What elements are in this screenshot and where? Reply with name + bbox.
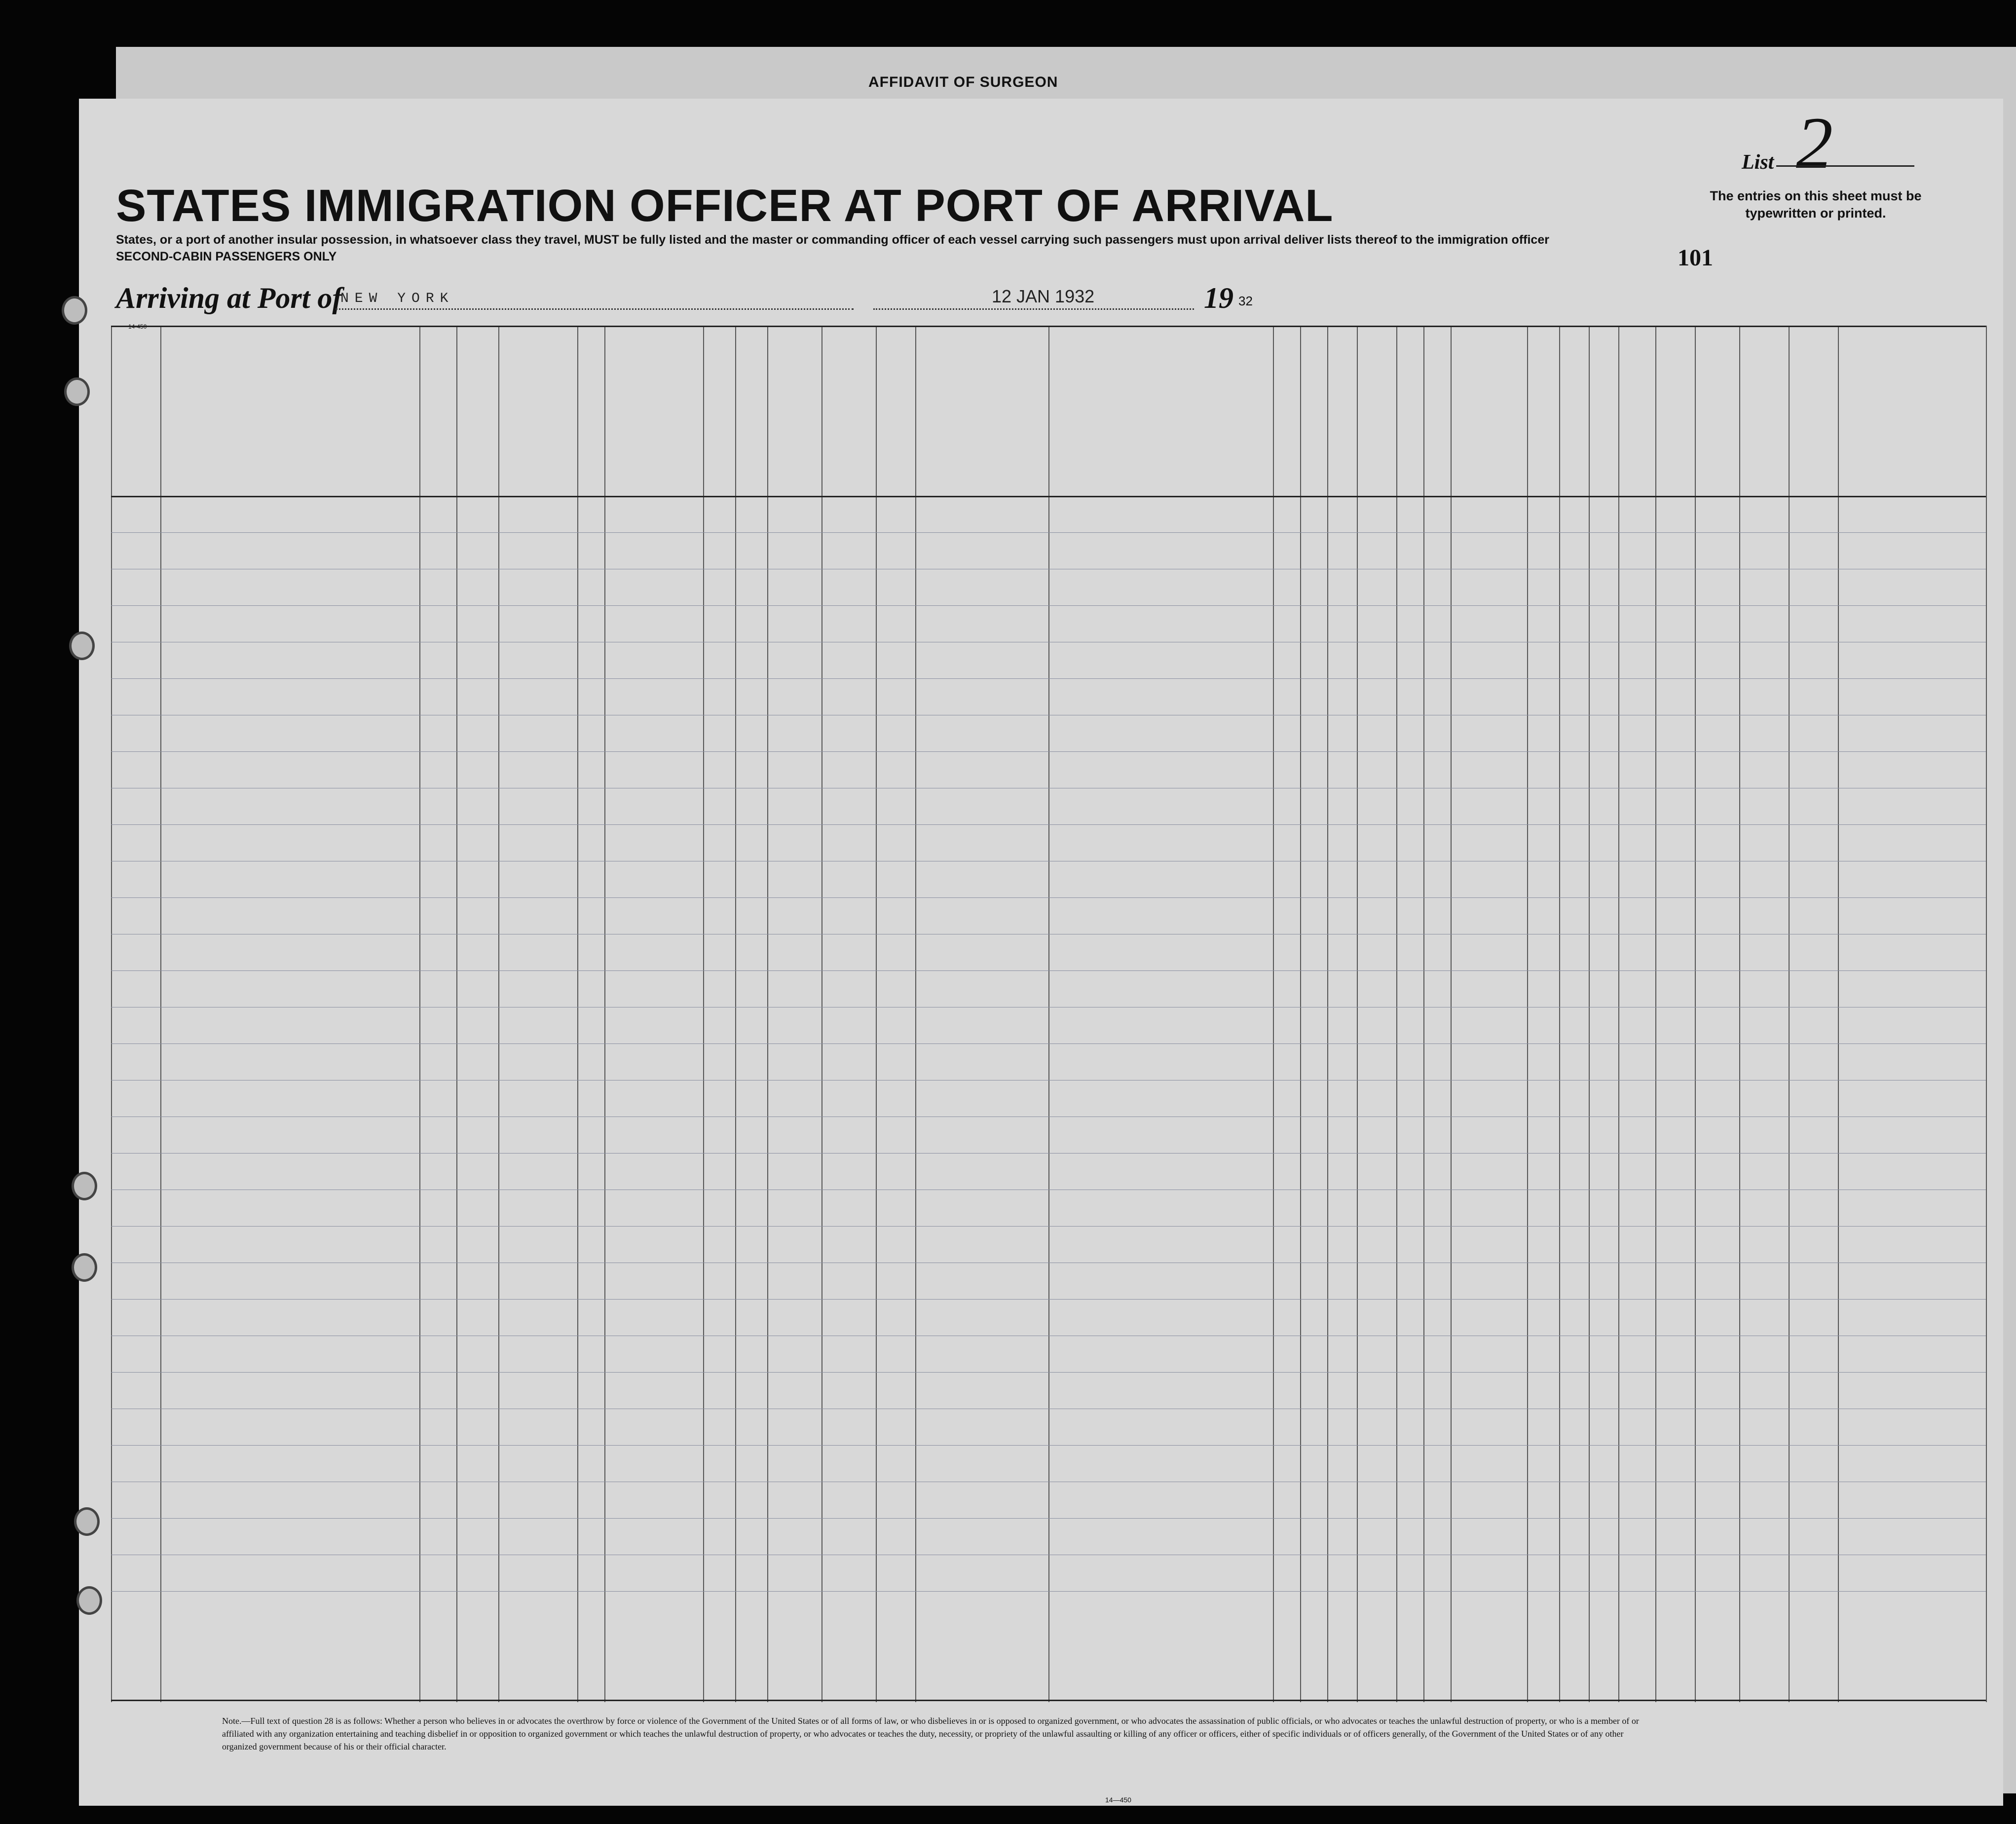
binder-hole-icon xyxy=(72,1253,97,1282)
row-rule xyxy=(111,1299,1986,1300)
row-rule xyxy=(111,532,1986,533)
binder-hole-icon xyxy=(62,296,87,325)
footnote-question-28: Note.—Full text of question 28 is as follows: Whether a person who believes in or advocates the overthrow by force or violence of the Government of the United States or of all forms of law, or who disbelieves in or is opposed to organized government, or who advocates the assassination of public officials, or who advocates or teaches the unlawful destruction of property, or who is a member of or affiliated with any organization entertaining and teaching disbelief in or opposition to organized government or which teaches the unlawful destruction of property, or who advocates or teaches the duty, necessity, or propriety of the unlawful assaulting or killing of any officer or officers, either of specific individuals or of officers generally, of the Government of the United States or of any other organized government because of his or their official character. xyxy=(222,1716,1639,1752)
instructions-line2: SECOND-CABIN PASSENGERS ONLY xyxy=(116,249,337,263)
row-rule xyxy=(111,751,1986,752)
row-rule xyxy=(111,970,1986,971)
row-rule xyxy=(111,605,1986,606)
row-rule xyxy=(111,824,1986,825)
form-code-bottom: 14—450 xyxy=(1105,1796,1131,1804)
arrival-year-prefix: 19 xyxy=(1204,282,1233,314)
header-bottom-rule xyxy=(111,496,1986,497)
instructions-line1: States, or a port of another insular possession, in whatsoever class they travel, MUST be fully listed and the master or commanding officer of each vessel carrying such passengers must upon arrival deliver lists thereof to the immigration officer xyxy=(116,233,1549,247)
row-rule xyxy=(111,1226,1986,1227)
list-number: 2 xyxy=(1796,102,1833,184)
date-dotted-line xyxy=(873,308,1194,310)
binder-hole-icon xyxy=(64,377,90,406)
manifest-table xyxy=(111,326,1986,1702)
affidavit-heading: AFFIDAVIT OF SURGEON xyxy=(868,74,1058,90)
row-rule xyxy=(111,897,1986,898)
row-rule xyxy=(111,678,1986,679)
row-rule xyxy=(111,1591,1986,1592)
instructions xyxy=(116,232,1685,265)
sheet-number: 101 xyxy=(1678,245,1713,271)
page-title: STATES IMMIGRATION OFFICER AT PORT OF ARRIVAL xyxy=(116,181,1334,231)
arrival-date-stamp: 12 JAN 1932 xyxy=(992,286,1095,306)
binder-hole-icon xyxy=(72,1172,97,1200)
row-rule xyxy=(111,1153,1986,1154)
header-rule xyxy=(111,326,1986,327)
arriving-label: Arriving at Port of xyxy=(116,282,342,314)
binder-hole-icon xyxy=(69,632,95,660)
binder-hole-icon xyxy=(76,1586,102,1615)
row-rule xyxy=(111,1043,1986,1044)
column-rule xyxy=(1986,326,1987,1702)
list-underline xyxy=(1776,165,1914,167)
port-dotted-line xyxy=(336,308,854,310)
row-rule xyxy=(111,1372,1986,1373)
arrival-port: NEW YORK xyxy=(340,291,454,306)
entries-note: The entries on this sheet must be typewritten or printed. xyxy=(1710,188,1922,221)
form-code-top: 14-450 xyxy=(128,323,147,330)
binder-hole-icon xyxy=(74,1507,100,1536)
table-bottom-rule xyxy=(111,1700,1986,1701)
row-rule xyxy=(111,1518,1986,1519)
list-label: List xyxy=(1742,151,1774,174)
row-rule xyxy=(111,1445,1986,1446)
arrival-year-suffix: 32 xyxy=(1238,294,1253,308)
